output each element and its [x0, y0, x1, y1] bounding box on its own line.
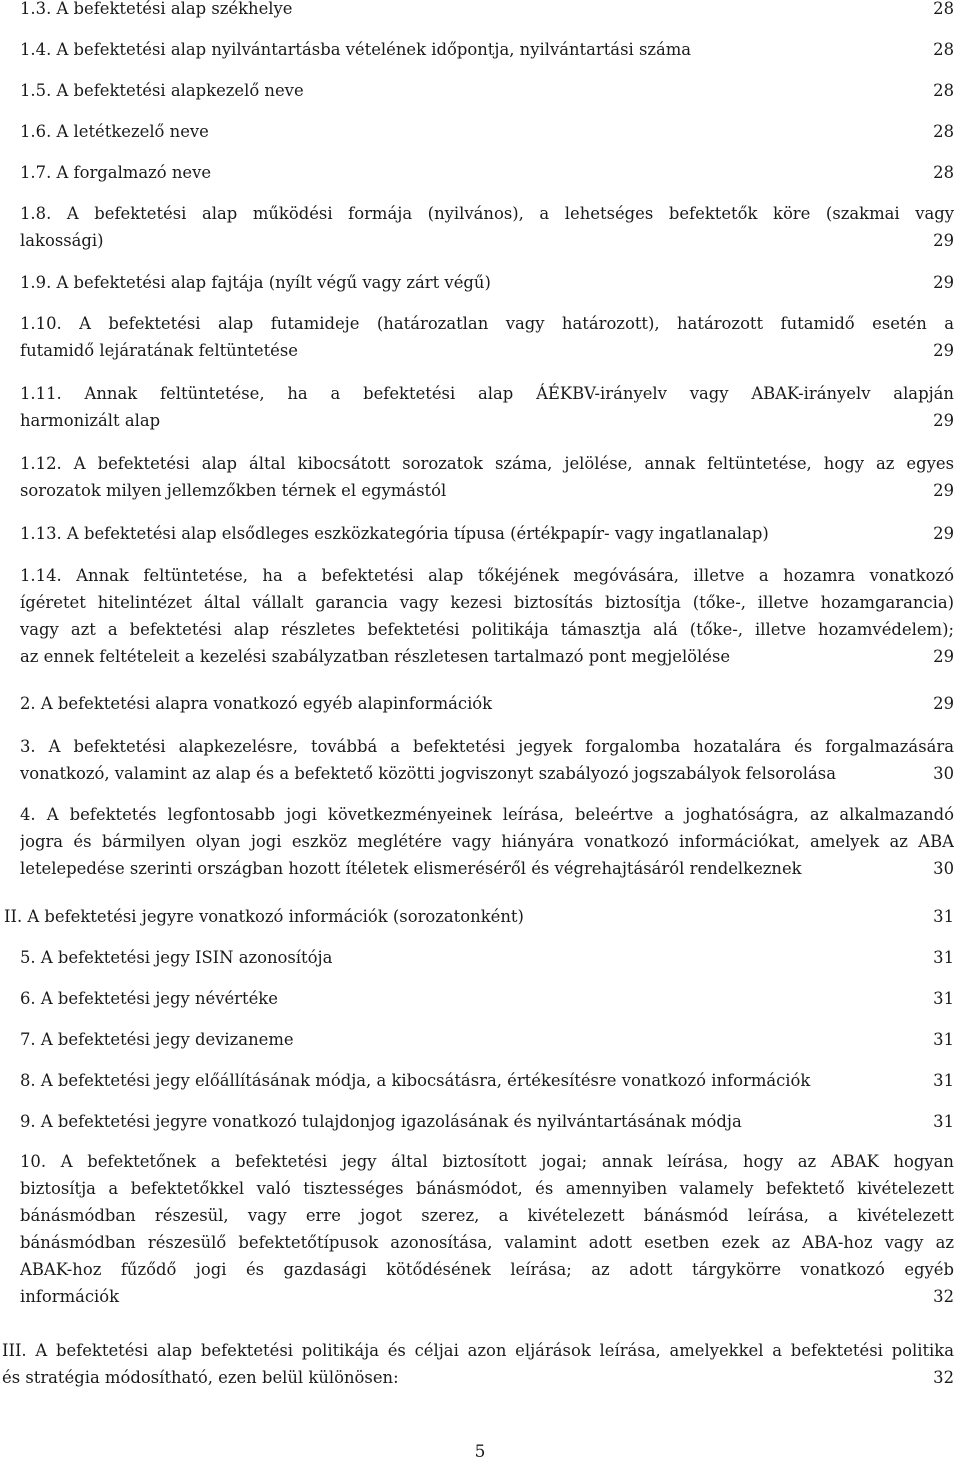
toc-entry-line: 1.12. A befektetési alap által kibocsátott sorozatok száma, jelölése, annak feltüntetése, hogy az egyes [20, 454, 954, 473]
toc-page-number: 29 [931, 477, 954, 504]
toc-entry-last-line [20, 0, 954, 22]
toc-entry-last-line [20, 1067, 954, 1094]
toc-entry-e1-14[interactable] [20, 562, 954, 670]
toc-page-number: 30 [931, 855, 954, 882]
toc-entry-title: 1.5. A befektetési alapkezelő neve [20, 81, 304, 100]
toc-entry-title: 1.6. A letétkezelő neve [20, 122, 209, 141]
page-number: 5 [474, 1442, 486, 1462]
toc-entry-last-line [20, 118, 954, 145]
dot-leader [492, 272, 930, 288]
toc-page-number: 31 [931, 1108, 954, 1135]
toc-entry-title: 6. A befektetési jegy névértéke [20, 989, 278, 1008]
dot-leader [212, 162, 930, 178]
toc-page-number: 29 [931, 520, 954, 547]
toc-entry-e1-5[interactable] [20, 77, 954, 104]
toc-page-number: 31 [931, 944, 954, 971]
toc-entry-title: 1.13. A befektetési alap elsődleges eszközkategória típusa (értékpapír- vagy ingatlanalap) [20, 524, 769, 543]
toc-entry-title: futamidő lejáratának feltüntetése [20, 341, 298, 360]
toc-entry-title: információk [20, 1287, 120, 1306]
toc-entry-last-line [20, 407, 954, 434]
toc-entry-e1-7[interactable] [20, 159, 954, 186]
toc-entry-title: az ennek feltételeit a kezelési szabályzatban részletesen tartalmazó pont megjelölése [20, 647, 731, 666]
toc-entry-e6[interactable] [20, 985, 954, 1012]
dot-leader [305, 80, 930, 96]
toc-entry-line: 4. A befektetés legfontosabb jogi következményeinek leírása, beleértve a joghatóságra, az alkalmazandó [20, 805, 954, 824]
toc-page-number: 28 [931, 0, 954, 22]
toc-entry-last-line [20, 477, 954, 504]
toc-entry-eIII[interactable] [2, 1337, 954, 1391]
dot-leader [210, 121, 930, 137]
dot-leader [811, 1070, 930, 1086]
toc-entry-title: 8. A befektetési jegy előállításának módja, a kibocsátásra, értékesítésre vonatkozó információk [20, 1071, 811, 1090]
toc-entry-e4[interactable] [20, 801, 954, 882]
dot-leader [295, 1029, 931, 1045]
dot-leader [770, 523, 930, 539]
dot-leader [803, 858, 931, 874]
toc-page-number: 28 [931, 36, 954, 63]
toc-page-number: 32 [931, 1283, 954, 1310]
dot-leader [105, 230, 931, 246]
toc-entry-line: 10. A befektetőnek a befektetési jegy által biztosított jogai; annak leírása, hogy az ABAK hogyan [20, 1152, 954, 1171]
toc-entry-line: ígéretet hitelintézet által vállalt garancia vagy kezesi biztosítás biztosítja (tőke-, illetve hozamgarancia) [20, 593, 954, 612]
toc-entry-e1-12[interactable] [20, 450, 954, 504]
toc-entry-title: és stratégia módosítható, ezen belül különösen: [2, 1368, 399, 1387]
toc-entry-last-line [20, 227, 954, 254]
toc-entry-title: 7. A befektetési jegy devizaneme [20, 1030, 294, 1049]
toc-entry-e9[interactable] [20, 1108, 954, 1135]
toc-page-number: 28 [931, 159, 954, 186]
toc-entry-e1-9[interactable] [20, 269, 954, 296]
toc-entry-last-line [20, 760, 954, 787]
toc-entry-title: sorozatok milyen jellemzőkben térnek el egymástól [20, 481, 447, 500]
dot-leader [294, 0, 931, 14]
toc-entry-line: III. A befektetési alap befektetési politikája és céljai azon eljárások leírása, amelyekkel a befektetési politika [2, 1341, 954, 1360]
toc-entry-last-line [20, 985, 954, 1012]
toc-entry-e3[interactable] [20, 733, 954, 787]
toc-page-number: 28 [931, 77, 954, 104]
toc-entry-last-line [20, 77, 954, 104]
toc-entry-e1-11[interactable] [20, 380, 954, 434]
toc-entry-last-line [20, 1283, 954, 1310]
toc-entry-last-line [2, 1364, 954, 1391]
toc-entry-title: 1.4. A befektetési alap nyilvántartásba vételének időpontja, nyilvántartási száma [20, 40, 692, 59]
dot-leader [525, 906, 930, 922]
toc-page-number: 31 [931, 985, 954, 1012]
toc-entry-last-line [20, 643, 954, 670]
toc-entry-title: 1.9. A befektetési alap fajtája (nyílt végű vagy zárt végű) [20, 273, 491, 292]
toc-entry-last-line [20, 1108, 954, 1135]
toc-entry-last-line [20, 1026, 954, 1053]
toc-entry-title: 1.3. A befektetési alap székhelye [20, 0, 293, 18]
toc-page-number: 29 [931, 337, 954, 364]
toc-entry-last-line [20, 159, 954, 186]
toc-page-number: 29 [931, 690, 954, 717]
toc-page-number: 29 [931, 643, 954, 670]
dot-leader [333, 947, 930, 963]
toc-entry-last-line [20, 690, 954, 717]
dot-leader [837, 763, 930, 779]
toc-entry-title: vonatkozó, valamint az alap és a befektető közötti jogviszonyt szabályozó jogszabályok felsorolása [20, 764, 836, 783]
toc-entry-e1-4[interactable] [20, 36, 954, 63]
toc-entry-e1-6[interactable] [20, 118, 954, 145]
dot-leader [400, 1367, 931, 1383]
toc-entry-title: 9. A befektetési jegyre vonatkozó tulajdonjog igazolásának és nyilvántartásának módja [20, 1112, 742, 1131]
toc-entry-last-line [20, 36, 954, 63]
toc-entry-line: vagy azt a befektetési alap részletes befektetési politikája támasztja alá (tőke-, illetve hozamvédelem); [20, 620, 954, 639]
dot-leader [447, 480, 930, 496]
toc-entry-e2[interactable] [20, 690, 954, 717]
toc-entry-line: 1.11. Annak feltüntetése, ha a befektetési alap ÁÉKBV-irányelv vagy ABAK-irányelv alapján [20, 384, 954, 403]
toc-page-number: 29 [931, 269, 954, 296]
toc-entry-line: ABAK-hoz fűződő jogi és gazdasági kötődésének leírása; az adott tárgykörre vonatkozó egyéb [20, 1260, 954, 1279]
toc-entry-last-line [20, 269, 954, 296]
toc-entry-e1-13[interactable] [20, 520, 954, 547]
toc-page-number: 31 [931, 1067, 954, 1094]
toc-entry-last-line [20, 520, 954, 547]
dot-leader [299, 340, 930, 356]
dot-leader [120, 1286, 930, 1302]
toc-entry-e5[interactable] [20, 944, 954, 971]
dot-leader [161, 410, 930, 426]
toc-entry-line: 1.10. A befektetési alap futamideje (határozatlan vagy határozott), határozott futamidő esetén a [20, 314, 954, 333]
toc-entry-eII[interactable] [4, 903, 954, 930]
toc-entry-e10[interactable] [20, 1148, 954, 1310]
toc-entry-title: 1.7. A forgalmazó neve [20, 163, 212, 182]
toc-entry-title: harmonizált alap [20, 411, 161, 430]
dot-leader [692, 39, 930, 55]
toc-page-number: 32 [931, 1364, 954, 1391]
toc-entry-e7[interactable] [20, 1026, 954, 1053]
toc-entry-e8[interactable] [20, 1067, 954, 1094]
dot-leader [743, 1111, 930, 1127]
toc-page-number: 30 [931, 760, 954, 787]
toc-entry-last-line [20, 855, 954, 882]
toc-entry-line: jogra és bármilyen olyan jogi eszköz meglétére vagy hiányára vonatkozó információkat, amelyek az ABA [20, 832, 954, 851]
toc-entry-title: 2. A befektetési alapra vonatkozó egyéb alapinformációk [20, 694, 493, 713]
toc-entry-title: 5. A befektetési jegy ISIN azonosítója [20, 948, 333, 967]
toc-entry-title: lakossági) [20, 231, 104, 250]
toc-page-number: 28 [931, 118, 954, 145]
toc-entry-line: bánásmódban részesülő befektetőtípusok azonosítása, valamint adott esetben ezek az ABA-hoz vagy az [20, 1233, 954, 1252]
toc-entry-line: bánásmódban részesül, vagy erre jogot szerez, a kivételezett bánásmód leírása, a kivételezett [20, 1206, 954, 1225]
toc-page-number: 29 [931, 227, 954, 254]
toc-entry-title: letelepedése szerinti országban hozott ítéletek elismeréséről és végrehajtásáról rendelkeznek [20, 859, 802, 878]
toc-entry-last-line [20, 337, 954, 364]
toc-page-number: 29 [931, 407, 954, 434]
toc-entry-line: biztosítja a befektetőkkel való tisztességes bánásmódot, és amennyiben valamely befektető kivételezett [20, 1179, 954, 1198]
toc-entry-line: 1.8. A befektetési alap működési formája (nyilvános), a lehetséges befektetők köre (szakmai vagy [20, 204, 954, 223]
toc-entry-e1-8[interactable] [20, 200, 954, 254]
toc-page-number: 31 [931, 903, 954, 930]
toc-page-number: 31 [931, 1026, 954, 1053]
toc-entry-line: 1.14. Annak feltüntetése, ha a befektetési alap tőkéjének megóvására, illetve a hozamra vonatkozó [20, 566, 954, 585]
toc-entry-last-line [4, 903, 954, 930]
toc-entry-line: 3. A befektetési alapkezelésre, továbbá a befektetési jegyek forgalomba hozatalára és forgalmazására [20, 737, 954, 756]
toc-entry-e1-3[interactable] [20, 0, 954, 22]
dot-leader [493, 693, 930, 709]
toc-entry-title: II. A befektetési jegyre vonatkozó információk (sorozatonként) [4, 907, 524, 926]
toc-entry-last-line [20, 944, 954, 971]
dot-leader [731, 646, 930, 662]
toc-entry-e1-10[interactable] [20, 310, 954, 364]
dot-leader [279, 988, 930, 1004]
